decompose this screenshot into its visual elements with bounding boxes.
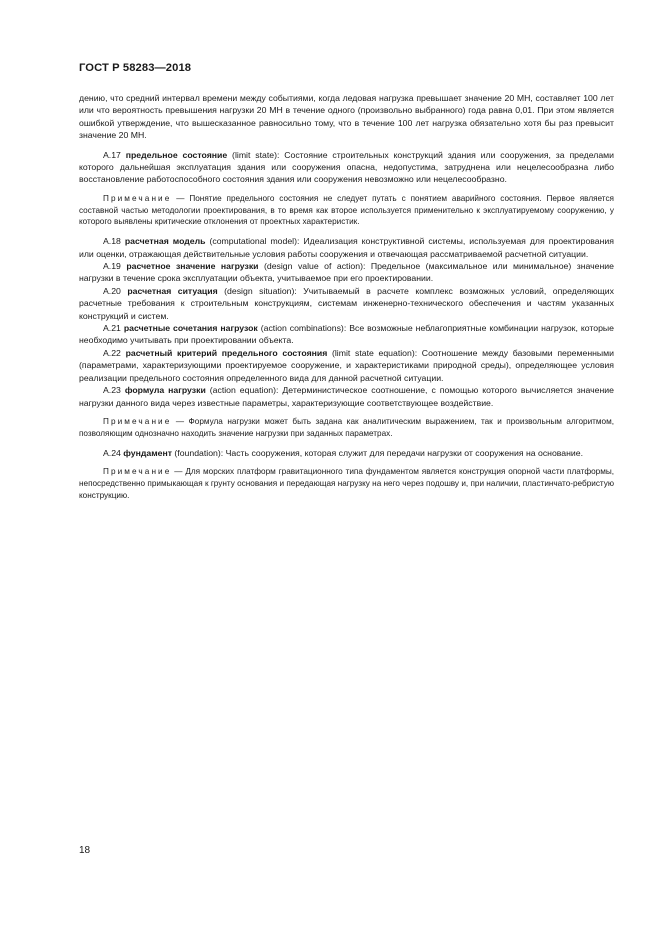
note-label: Примечание xyxy=(103,193,172,203)
entry-text: (limit state equation): Соотношение между базовыми переменными (параметрами, характеризующими проектируемое сооружение, и характеристиками природной среды), определяющее условия реализации предельного состояния определенного вида для данной расчетной ситуации. xyxy=(79,347,614,383)
entry-text: (action combinations): Все возможные неблагоприятные комбинации нагрузок, которые необходимо учитывать при проектировании объекта. xyxy=(79,323,614,346)
entry-text: (computational model): Идеализация конструктивной системы, используемая для проектирования или оценки, отражающая действительные условия работы сооружения и отвечающая рассматриваемой расчетной ситуации. xyxy=(79,236,614,259)
note-label: Примечание xyxy=(103,466,172,476)
entry-a22 xyxy=(79,347,614,384)
entry-a17 xyxy=(79,149,614,186)
note-text: — Понятие предельного состояния не следует путать с понятием аварийного состояния. Первое является составной частью методологии проектирования, в то время как второе используется применительно к эксплуатируемому сооружению, у которого выявлены критические отклонения от проектных характеристик. xyxy=(79,193,614,227)
entry-text: (limit state): Состояние строительных конструкций здания или сооружения, за пределами которого дальнейшая эксплуатация здания или сооружения опасна, недопустима, затруднена или нецелесообразна либо восстановление работоспособного состояния здания или сооружения невозможно или нецелесообразно. xyxy=(79,149,614,185)
entry-number: А.22 xyxy=(103,347,121,358)
entry-number: А.17 xyxy=(103,149,121,160)
entry-text: (foundation): Часть сооружения, которая служит для передачи нагрузки от сооружения на основание. xyxy=(171,447,584,458)
entry-a21 xyxy=(79,322,614,347)
entry-text: (action equation): Детерминистическое соотношение, с помощью которого вычисляется значение нагрузки данного вида через известные параметры, характеризующие соответствующее воздействие. xyxy=(79,385,614,408)
entry-text: (design situation): Учитываемый в расчете комплекс возможных условий, определяющих расчетные требования к строительным конструкциям, системам инженерно-технического обеспечения и частям указанных конструкций и систем. xyxy=(79,285,615,321)
document-body xyxy=(79,92,614,501)
entry-term: расчетные сочетания нагрузок xyxy=(123,323,258,334)
note-3 xyxy=(79,466,614,501)
entry-number: А.20 xyxy=(103,285,121,296)
entry-text: (design value of action): Предельное (максимальное или минимальное) значение нагрузки в течение срока эксплуатации объекта, учитываемое при его проектировании. xyxy=(79,261,614,284)
note-2 xyxy=(79,416,614,440)
entry-a20 xyxy=(79,285,614,322)
entry-term: расчетная ситуация xyxy=(127,285,218,296)
note-1 xyxy=(79,193,614,228)
entry-a18 xyxy=(79,235,614,260)
entry-number: А.18 xyxy=(103,236,121,247)
entry-a24 xyxy=(79,447,614,459)
page-number: 18 xyxy=(79,845,91,856)
entry-a23 xyxy=(79,384,614,409)
entry-term: формула нагрузки xyxy=(124,385,206,396)
document-header: ГОСТ Р 58283—2018 xyxy=(79,62,192,74)
entry-number: А.23 xyxy=(103,385,121,396)
intro-paragraph: дению, что средний интервал времени между событиями, когда ледовая нагрузка превышает значение 20 МН, составляет 100 лет или что вероятность превышения нагрузки 20 МН в течение одного (произвольно выбранного) года равна 0,01. При этом является ошибкой утверждение, что вышесказанное равносильно тому, что в течение 100 лет нагрузка обязательно хотя бы раз превысит значение 20 МН. xyxy=(79,93,614,141)
entry-number: А.21 xyxy=(103,323,121,334)
entry-term: предельное состояние xyxy=(125,149,228,160)
entry-a19 xyxy=(79,260,614,285)
entry-term: расчетная модель xyxy=(124,236,206,247)
entry-term: расчетный критерий предельного состояния xyxy=(125,347,328,358)
note-label: Примечание xyxy=(103,416,172,426)
entry-term: расчетное значение нагрузки xyxy=(126,261,259,272)
entry-term: фундамент xyxy=(123,447,172,458)
entry-number: А.19 xyxy=(103,261,121,272)
note-text: — Для морских платформ гравитационного типа фундаментом является конструкция опорной части платформы, непосредственно примыкающая к грунту основания и передающая нагрузку на него через подошву и, при наличии, пластинчато-ребристую конструкцию. xyxy=(79,466,614,500)
note-text: — Формула нагрузки может быть задана как аналитическим выражением, так и произвольным алгоритмом, позволяющим однозначно находить значение нагрузки при заданных параметрах. xyxy=(79,416,614,438)
entry-number: А.24 xyxy=(103,447,121,458)
